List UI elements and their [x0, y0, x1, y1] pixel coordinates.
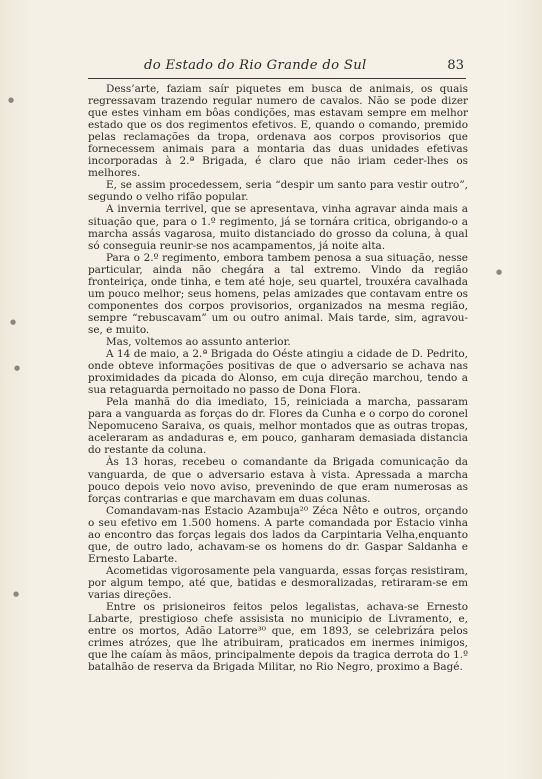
- margin-speck: ●: [13, 590, 20, 598]
- paragraph: Acometidas vigorosamente pela vanguarda, essas forças resistiram, por algum tempo, até que, batidas e desmoralizadas, retiraram-se em varias direções.: [88, 564, 468, 601]
- margin-speck: ●: [10, 318, 17, 326]
- running-header: [88, 58, 466, 79]
- paragraph: Mas, voltemos ao assunto anterior.: [106, 335, 291, 348]
- paragraph: A invernia terrivel, que se apresentava, vinha agravar ainda mais a situação que, para o 1.º regimento, já se tornára critica, obrigando-o a marcha assás vagarosa, muito distanciado do grosso da coluna, à qual só conseguia reunir-se nos acampamentos, já noite alta.: [88, 203, 468, 252]
- page-number: 83: [447, 58, 464, 73]
- paragraph: Comandavam-nas Estacio Azambuja²⁰ Zéca Nêto e outros, orçando o seu efetivo em 1.500 homens. A parte comandada por Estacio vinha ao encontro das forças legais dos lados da Carpintaria Velha,enquanto que, de outro lado, achavam-se os homens do dr. Gaspar Saldanha e Ernesto Labarte.: [88, 504, 468, 565]
- margin-speck: ●: [496, 268, 503, 276]
- body-text: [88, 83, 468, 673]
- paragraph: E, se assim procedessem, seria “despir um santo para vestir outro”, segundo o velho rifão popular.: [88, 179, 468, 204]
- paragraph: Dess’arte, faziam saír piquetes em busca de animais, os quais regressavam trazendo regular numero de cavalos. Não se pode dizer que estes vinham em bôas condições, mas estavam sempre em melhor estado que os dos regimentos efetivos. E, quando o comando, premido pelas reclamações da tropa, ordenava aos corpos provisorios que fornecessem animais para a montaria das duas unidades efetivas incorporadas à 2.ª Brigada, é claro que não iriam ceder-lhes os melhores.: [88, 83, 468, 180]
- margin-speck: ●: [8, 96, 15, 104]
- paragraph: Pela manhã do dia imediato, 15, reiniciada a marcha, passaram para a vanguarda as forças do dr. Flores da Cunha e o corpo do coronel Nepomuceno Saraiva, os quais, melhor montados que as outras tropas, aceleraram as andaduras e, em pouco, ganharam demasiada distancia do restante da coluna.: [88, 396, 468, 457]
- margin-speck: ●: [14, 364, 21, 372]
- running-title: do Estado do Rio Grande do Sul: [144, 58, 367, 73]
- paragraph: Entre os prisioneiros feitos pelos legalistas, achava-se Ernesto Labarte, prestigioso chefe assisista no municipio de Livramento, e, entre os mortos, Adão Latorre³⁰ que, em 1893, se celebrizára pelos crimes atrózes, que lhe atribuiram, praticados em inermes inimigos, que lhe caíam às mãos, principalmente depois da tragica derrota do 1.º batalhão de reserva da Brigada Militar, no Rio Negro, proximo a Bagé.: [88, 601, 468, 674]
- paragraph: Às 13 horas, recebeu o comandante da Brigada comunicação da vanguarda, de que o adversario estava à vista. Apressada a marcha pouco depois veio novo aviso, prevenindo de que eram numerosas as forças contrarias e que marchavam em duas colunas.: [88, 456, 468, 505]
- paragraph: Para o 2.º regimento, embora tambem penosa a sua situação, nesse particular, ainda não chegára a tal extremo. Vindo da região fronteiriça, onde tinha, e tem até hoje, seu quartel, trouxéra cavalhada um pouco melhor; seus homens, pelas amizades que contavam entre os componentes dos corpos provisorios, organizados na mesma região, sempre “rebuscavam” um ou outro animal. Mais tarde, sim, agravou-se, e muito.: [88, 251, 468, 336]
- paragraph: A 14 de maio, a 2.ª Brigada do Oéste atingiu a cidade de D. Pedrito, onde obteve informações positivas de que o adversario se achava nas proximidades da picada do Alonso, em cuja direção marchou, tendo a sua retaguarda pernoitado no passo de Dona Flora.: [88, 348, 468, 397]
